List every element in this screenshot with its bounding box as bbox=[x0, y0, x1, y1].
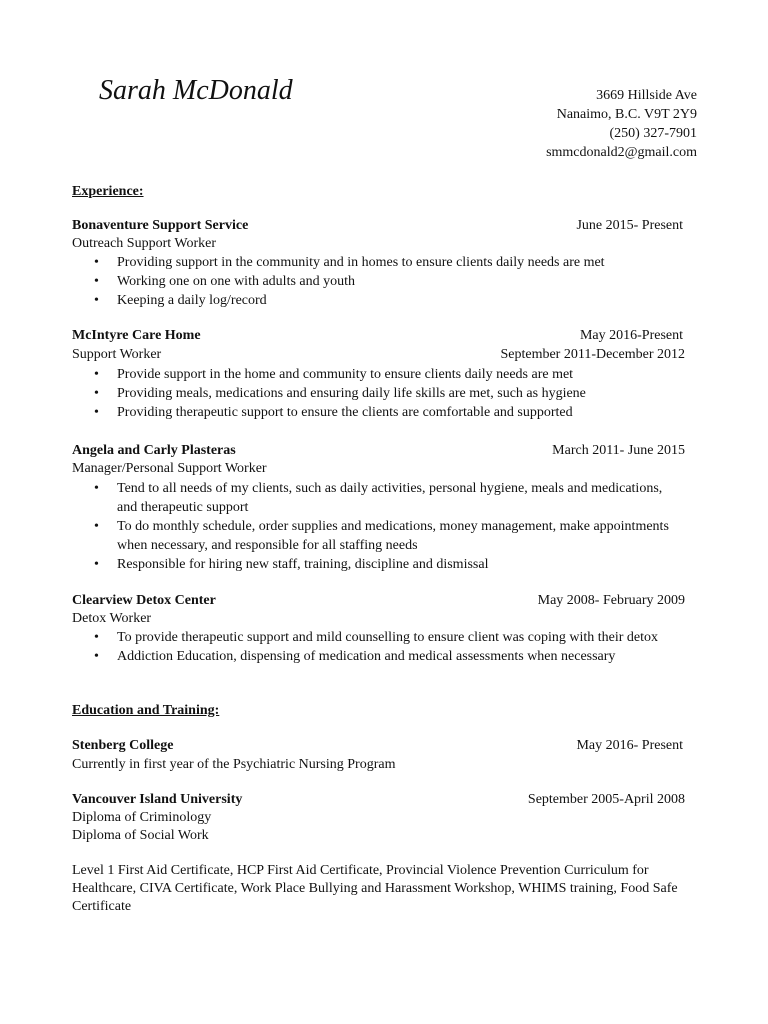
bullet-item: • Responsible for hiring new staff, training, discipline and dismissal bbox=[72, 555, 672, 574]
contact-block bbox=[546, 86, 697, 162]
bullet-item: • Keeping a daily log/record bbox=[72, 291, 692, 310]
job-bullets bbox=[72, 628, 672, 666]
certificates-paragraph: Level 1 First Aid Certificate, HCP First Aid Certificate, Provincial Violence Prevention Curriculum for Healthcare, CIVA Certificate, Work Place Bullying and Harassment Workshop, WHIMS training, Food Safe Certificate bbox=[72, 863, 678, 914]
job-role: Support Worker bbox=[72, 347, 162, 362]
job-date-secondary: September 2011-December 2012 bbox=[500, 347, 685, 362]
address-line-1: 3669 Hillside Ave bbox=[596, 88, 697, 103]
bullet-item: • Tend to all needs of my clients, such as daily activities, personal hygiene, meals and medications, and therapeutic support bbox=[72, 479, 672, 517]
job-bullets bbox=[72, 479, 672, 574]
job-bullets bbox=[72, 365, 692, 422]
resume-name: Sarah McDonald bbox=[99, 75, 293, 106]
bullet-item: • Addiction Education, dispensing of medication and medical assessments when necessary bbox=[72, 647, 672, 666]
job-role: Manager/Personal Support Worker bbox=[72, 461, 267, 476]
bullet-item: • Providing therapeutic support to ensure the clients are comfortable and supported bbox=[72, 403, 692, 422]
bullet-item: • To provide therapeutic support and mild counselling to ensure client was coping with their detox bbox=[72, 628, 672, 647]
bullet-item: • To do monthly schedule, order supplies and medications, money management, make appointments when necessary, and responsible for all staffing needs bbox=[72, 517, 672, 555]
job-org: McIntyre Care Home bbox=[72, 328, 201, 343]
school-org: Vancouver Island University bbox=[72, 792, 243, 807]
school-detail: Diploma of Social Work bbox=[72, 828, 209, 843]
job-role: Outreach Support Worker bbox=[72, 236, 217, 251]
experience-heading: Experience: bbox=[72, 184, 144, 199]
bullet-item: • Providing meals, medications and ensuring daily life skills are met, such as hygiene bbox=[72, 384, 692, 403]
bullet-item: • Working one on one with adults and youth bbox=[72, 272, 692, 291]
job-role: Detox Worker bbox=[72, 611, 152, 626]
job-org: Bonaventure Support Service bbox=[72, 218, 249, 233]
job-org: Angela and Carly Plasteras bbox=[72, 443, 236, 458]
education-heading: Education and Training: bbox=[72, 703, 220, 718]
job-date: May 2008- February 2009 bbox=[537, 593, 685, 608]
school-date: May 2016- Present bbox=[576, 738, 683, 753]
job-date: June 2015- Present bbox=[576, 218, 683, 233]
job-date: May 2016-Present bbox=[579, 328, 683, 343]
job-bullets bbox=[72, 253, 692, 310]
address-line-2: Nanaimo, B.C. V9T 2Y9 bbox=[556, 107, 697, 122]
job-date: March 2011- June 2015 bbox=[552, 443, 685, 458]
bullet-item: • Provide support in the home and community to ensure clients daily needs are met bbox=[72, 365, 692, 384]
school-detail: Diploma of Criminology bbox=[72, 810, 212, 825]
job-org: Clearview Detox Center bbox=[72, 593, 216, 608]
school-date: September 2005-April 2008 bbox=[527, 792, 685, 807]
school-org: Stenberg College bbox=[72, 738, 174, 753]
bullet-item: • Providing support in the community and in homes to ensure clients daily needs are met bbox=[72, 253, 692, 272]
phone-number: (250) 327-7901 bbox=[609, 126, 697, 141]
email-address: smmcdonald2@gmail.com bbox=[546, 145, 697, 160]
school-detail: Currently in first year of the Psychiatric Nursing Program bbox=[72, 757, 396, 772]
